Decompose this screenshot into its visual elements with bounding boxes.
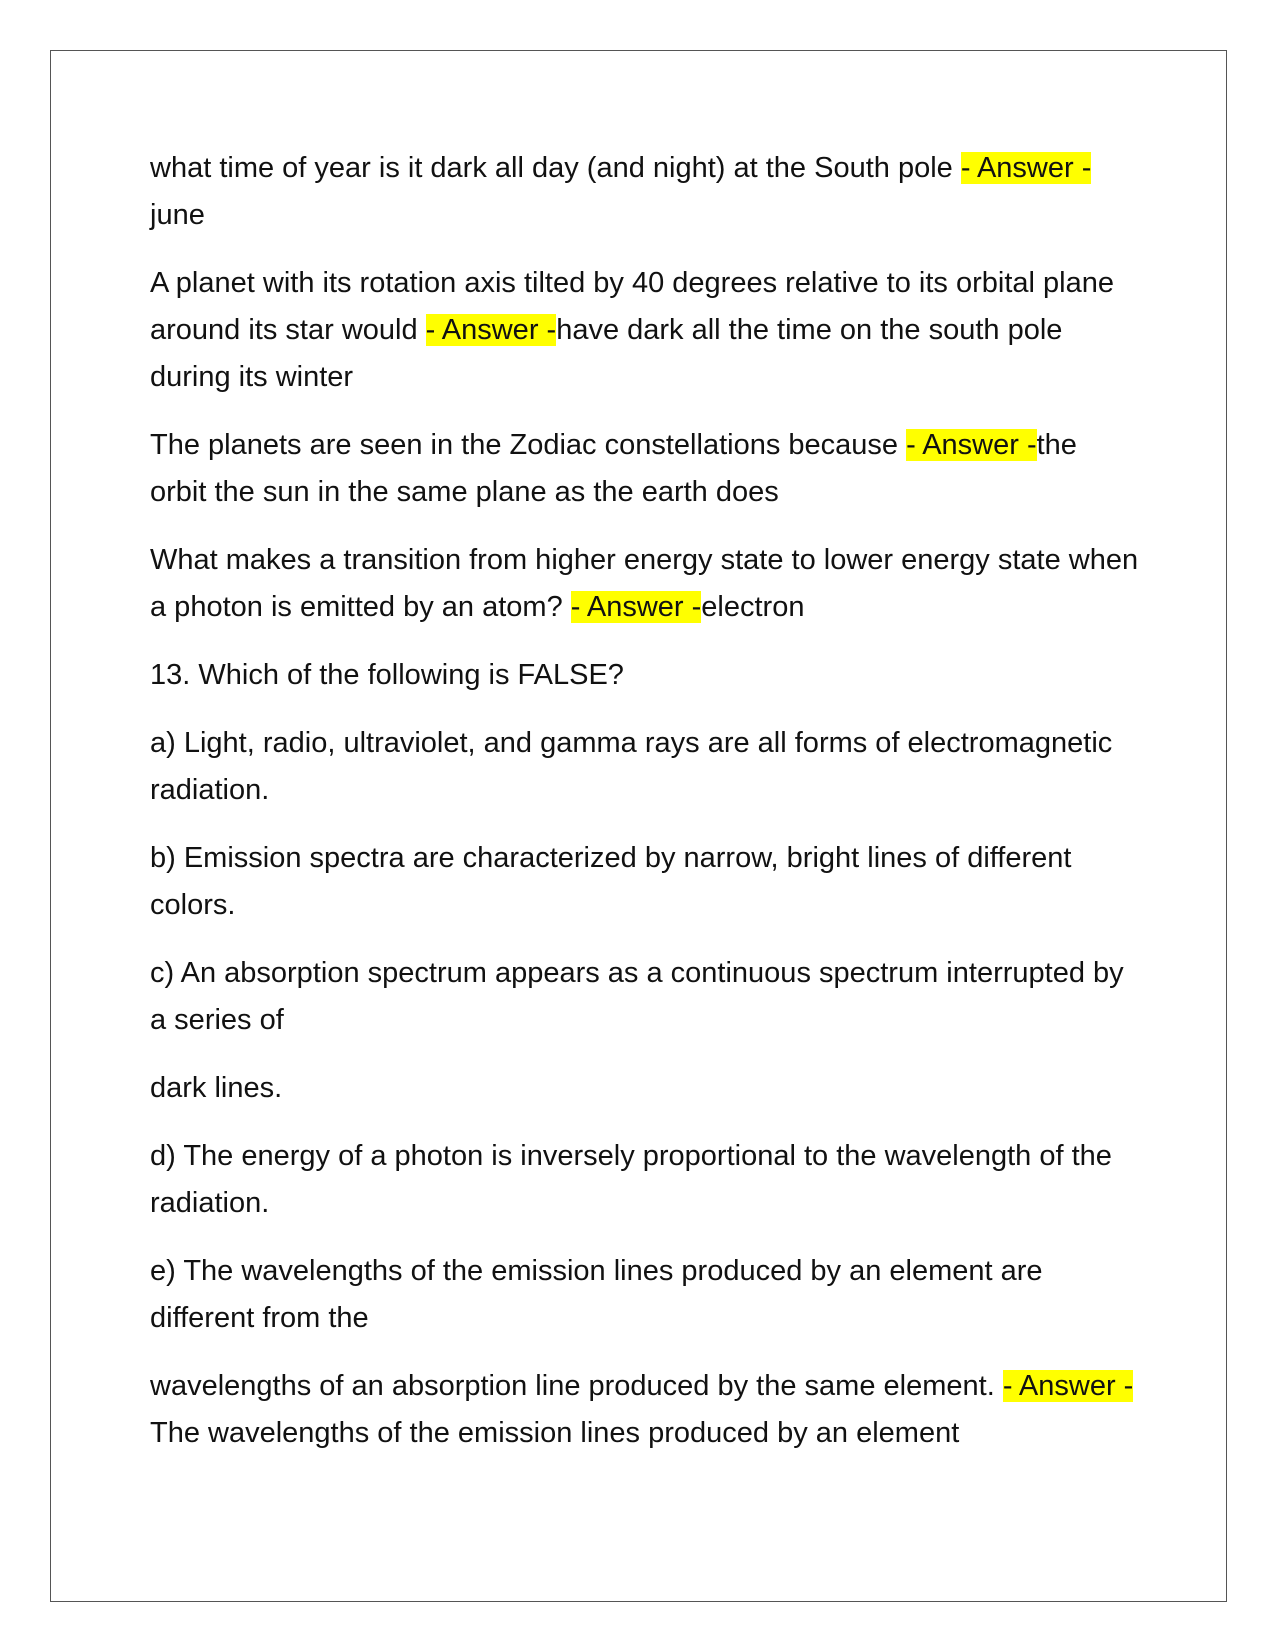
question-text: What makes a transition from higher energy state to lower energy state when a photon is emitted by an atom? bbox=[150, 544, 1139, 623]
question-text: what time of year is it dark all day (and night) at the South pole bbox=[150, 152, 961, 184]
question-text: The planets are seen in the Zodiac constellations because bbox=[150, 429, 907, 461]
document-body bbox=[150, 145, 1140, 1478]
answer-text: The wavelengths of the emission lines produced by an element bbox=[150, 1417, 960, 1449]
answer-marker-highlight: - Answer - bbox=[906, 429, 1037, 461]
question-13-option-d: d) The energy of a photon is inversely proportional to the wavelength of the radiation. bbox=[150, 1140, 1112, 1219]
qa-paragraph-photon-emission bbox=[150, 537, 1140, 631]
question-13-option-c-continued: dark lines. bbox=[150, 1072, 283, 1104]
answer-text: june bbox=[150, 199, 205, 231]
answer-marker-highlight: - Answer - bbox=[1002, 1370, 1134, 1402]
answer-text: electron bbox=[701, 591, 805, 623]
question-text: wavelengths of an absorption line produced by the same element. bbox=[150, 1370, 1003, 1402]
question-13-option-a: a) Light, radio, ultraviolet, and gamma rays are all forms of electromagnetic radiation. bbox=[150, 727, 1113, 806]
answer-text: have dark all the time on the south pole during its winter bbox=[150, 314, 1063, 393]
qa-paragraph-tilted-planet bbox=[150, 260, 1140, 401]
qa-paragraph-option-e-answer bbox=[150, 1363, 1140, 1457]
question-text: A planet with its rotation axis tilted by 40 degrees relative to its orbital plane around its star would bbox=[150, 267, 1114, 346]
answer-text: the orbit the sun in the same plane as the earth does bbox=[150, 429, 1077, 508]
qa-paragraph-south-pole bbox=[150, 145, 1140, 239]
question-13-option-c: c) An absorption spectrum appears as a continuous spectrum interrupted by a series of bbox=[150, 957, 1124, 1036]
qa-paragraph-zodiac bbox=[150, 422, 1140, 516]
question-13-option-b: b) Emission spectra are characterized by narrow, bright lines of different colors. bbox=[150, 842, 1072, 921]
answer-marker-highlight: - Answer - bbox=[960, 152, 1092, 184]
question-13-stem: 13. Which of the following is FALSE? bbox=[150, 659, 624, 691]
answer-marker-highlight: - Answer - bbox=[425, 314, 557, 346]
answer-marker-highlight: - Answer - bbox=[570, 591, 702, 623]
question-13-option-e: e) The wavelengths of the emission lines produced by an element are different from the bbox=[150, 1255, 1043, 1334]
